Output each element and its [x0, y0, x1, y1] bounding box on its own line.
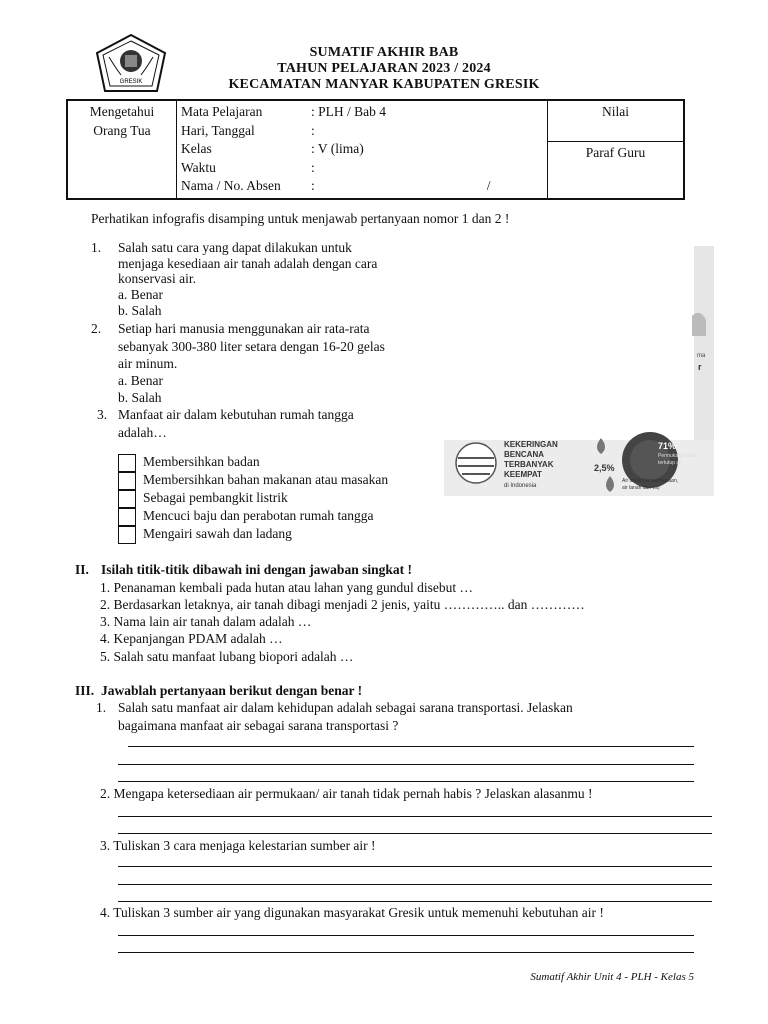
q2-line: sebanyak 300-380 liter setara dengan 16-20 gelas: [118, 339, 385, 354]
option-checkbox[interactable]: [118, 472, 136, 490]
option-checkbox[interactable]: [118, 526, 136, 544]
title-line-1: SUMATIF AKHIR BAB: [309, 45, 459, 60]
section-3-title: Jawablah pertanyaan berikut dengan benar !: [101, 683, 363, 698]
infographic-edge-text: r: [698, 362, 702, 372]
page-footer: Sumatif Akhir Unit 4 - PLH - Kelas 5: [530, 971, 694, 983]
answer-line[interactable]: [118, 952, 694, 953]
infographic-note: tertutup air: [658, 460, 682, 466]
infographic-text: KEEMPAT: [504, 470, 542, 479]
infographic-note: Air tawar (air permukaan,: [622, 478, 679, 484]
essay-q1-number: 1.: [96, 700, 107, 715]
section-2-roman: II.: [75, 562, 89, 577]
infographic-percent-71: 71%: [658, 441, 677, 451]
essay-q3-text: 3. Tuliskan 3 cara menjaga kelestarian sumber air !: [100, 838, 376, 853]
answer-line[interactable]: [118, 884, 712, 885]
essay-q4-text: 4. Tuliskan 3 sumber air yang digunakan masyarakat Gresik untuk memenuhi kebutuhan air !: [100, 905, 604, 920]
info-row: Kelas : V (lima): [181, 141, 364, 156]
option-label: Mengairi sawah dan ladang: [143, 526, 292, 541]
q2-number: 2.: [91, 321, 102, 336]
short-answer-item: 4. Kepanjangan PDAM adalah …: [100, 631, 283, 646]
q3-number: 3.: [97, 407, 108, 422]
answer-line[interactable]: [118, 935, 694, 936]
info-row: Hari, Tanggal :: [181, 122, 315, 138]
q2-option-a: a. Benar: [118, 373, 163, 388]
infographic-text: TERBANYAK: [504, 460, 554, 469]
parent-label: Mengetahui: [89, 104, 155, 119]
option-label: Membersihkan bahan makanan atau masakan: [143, 472, 389, 487]
answer-line[interactable]: [118, 816, 712, 817]
info-row: Mata Pelajaran : PLH / Bab 4: [181, 104, 387, 119]
intro-text: Perhatikan infografis disamping untuk menjawab pertanyaan nomor 1 dan 2 !: [91, 211, 510, 226]
answer-line[interactable]: [118, 781, 694, 782]
infographic-text: KEKERINGAN: [504, 440, 558, 449]
short-answer-item: 5. Salah satu manfaat lubang biopori adalah …: [100, 649, 354, 664]
answer-line[interactable]: [118, 833, 712, 834]
answer-line[interactable]: [118, 866, 712, 867]
info-row: Waktu :: [181, 159, 315, 175]
answer-line[interactable]: [118, 901, 712, 902]
q1-number: 1.: [91, 240, 102, 255]
answer-line[interactable]: [128, 746, 694, 747]
student-info-cell: [177, 100, 548, 199]
q2-line: air minum.: [118, 356, 178, 371]
paraf-cell: Paraf Guru: [548, 142, 685, 199]
option-label: Mencuci baju dan perabotan rumah tangga: [143, 508, 374, 523]
info-row: Nama / No. Absen : /: [181, 178, 491, 193]
nilai-cell: Nilai: [548, 100, 685, 142]
short-answer-item: 1. Penanaman kembali pada hutan atau lahan yang gundul disebut …: [100, 580, 474, 595]
option-label: Membersihkan badan: [143, 454, 260, 469]
option-checkbox[interactable]: [118, 490, 136, 508]
infographic-note: air tanah dan es): [622, 485, 660, 491]
answer-line[interactable]: [118, 764, 694, 765]
infographic-note: Permukaan bumi: [658, 453, 696, 459]
q1-option-a: a. Benar: [118, 287, 163, 302]
short-answer-item: 2. Berdasarkan letaknya, air tanah dibagi menjadi 2 jenis, yaitu ………….. dan …………: [100, 597, 585, 612]
section-3-roman: III.: [75, 683, 95, 698]
infographic-text: BENCANA: [504, 450, 544, 459]
parent-label-2: Orang Tua: [93, 122, 151, 138]
title-line-3: KECAMATAN MANYAR KABUPATEN GRESIK: [228, 77, 540, 92]
infographic-image: [444, 246, 714, 496]
q2-option-b: b. Salah: [118, 390, 162, 405]
essay-q1-text: bagaimana manfaat air sebagai sarana transportasi ?: [118, 718, 399, 733]
essay-q1-text: Salah satu manfaat air dalam kehidupan adalah sebagai sarana transportasi. Jelaskan: [118, 700, 573, 715]
identity-table: [66, 99, 685, 200]
short-answer-item: 3. Nama lain air tanah dalam adalah …: [100, 614, 312, 629]
q1-line: Salah satu cara yang dapat dilakukan untuk: [118, 240, 352, 255]
section-2-title: Isilah titik-titik dibawah ini dengan jawaban singkat !: [101, 562, 412, 577]
title-line-2: TAHUN PELAJARAN 2023 / 2024: [277, 61, 491, 76]
parent-signature-cell: [67, 100, 177, 199]
essay-q2-text: 2. Mengapa ketersediaan air permukaan/ air tanah tidak pernah habis ? Jelaskan alasanmu !: [100, 786, 593, 801]
q3-line: Manfaat air dalam kebutuhan rumah tangga: [118, 407, 354, 422]
option-checkbox[interactable]: [118, 508, 136, 526]
infographic-edge-text: ma: [697, 353, 706, 359]
logo-text: GRESIK: [119, 79, 143, 85]
option-label: Sebagai pembangkit listrik: [143, 490, 288, 505]
infographic-percent-2-5: 2,5%: [594, 463, 615, 473]
q3-line: adalah…: [118, 425, 167, 440]
infographic-text: di Indonesia: [504, 483, 537, 489]
q1-option-b: b. Salah: [118, 303, 162, 318]
q1-line: menjaga kesediaan air tanah adalah dengan cara: [118, 256, 378, 271]
q2-line: Setiap hari manusia menggunakan air rata-rata: [118, 321, 370, 336]
q1-line: konservasi air.: [118, 271, 196, 286]
option-checkbox[interactable]: [118, 454, 136, 472]
